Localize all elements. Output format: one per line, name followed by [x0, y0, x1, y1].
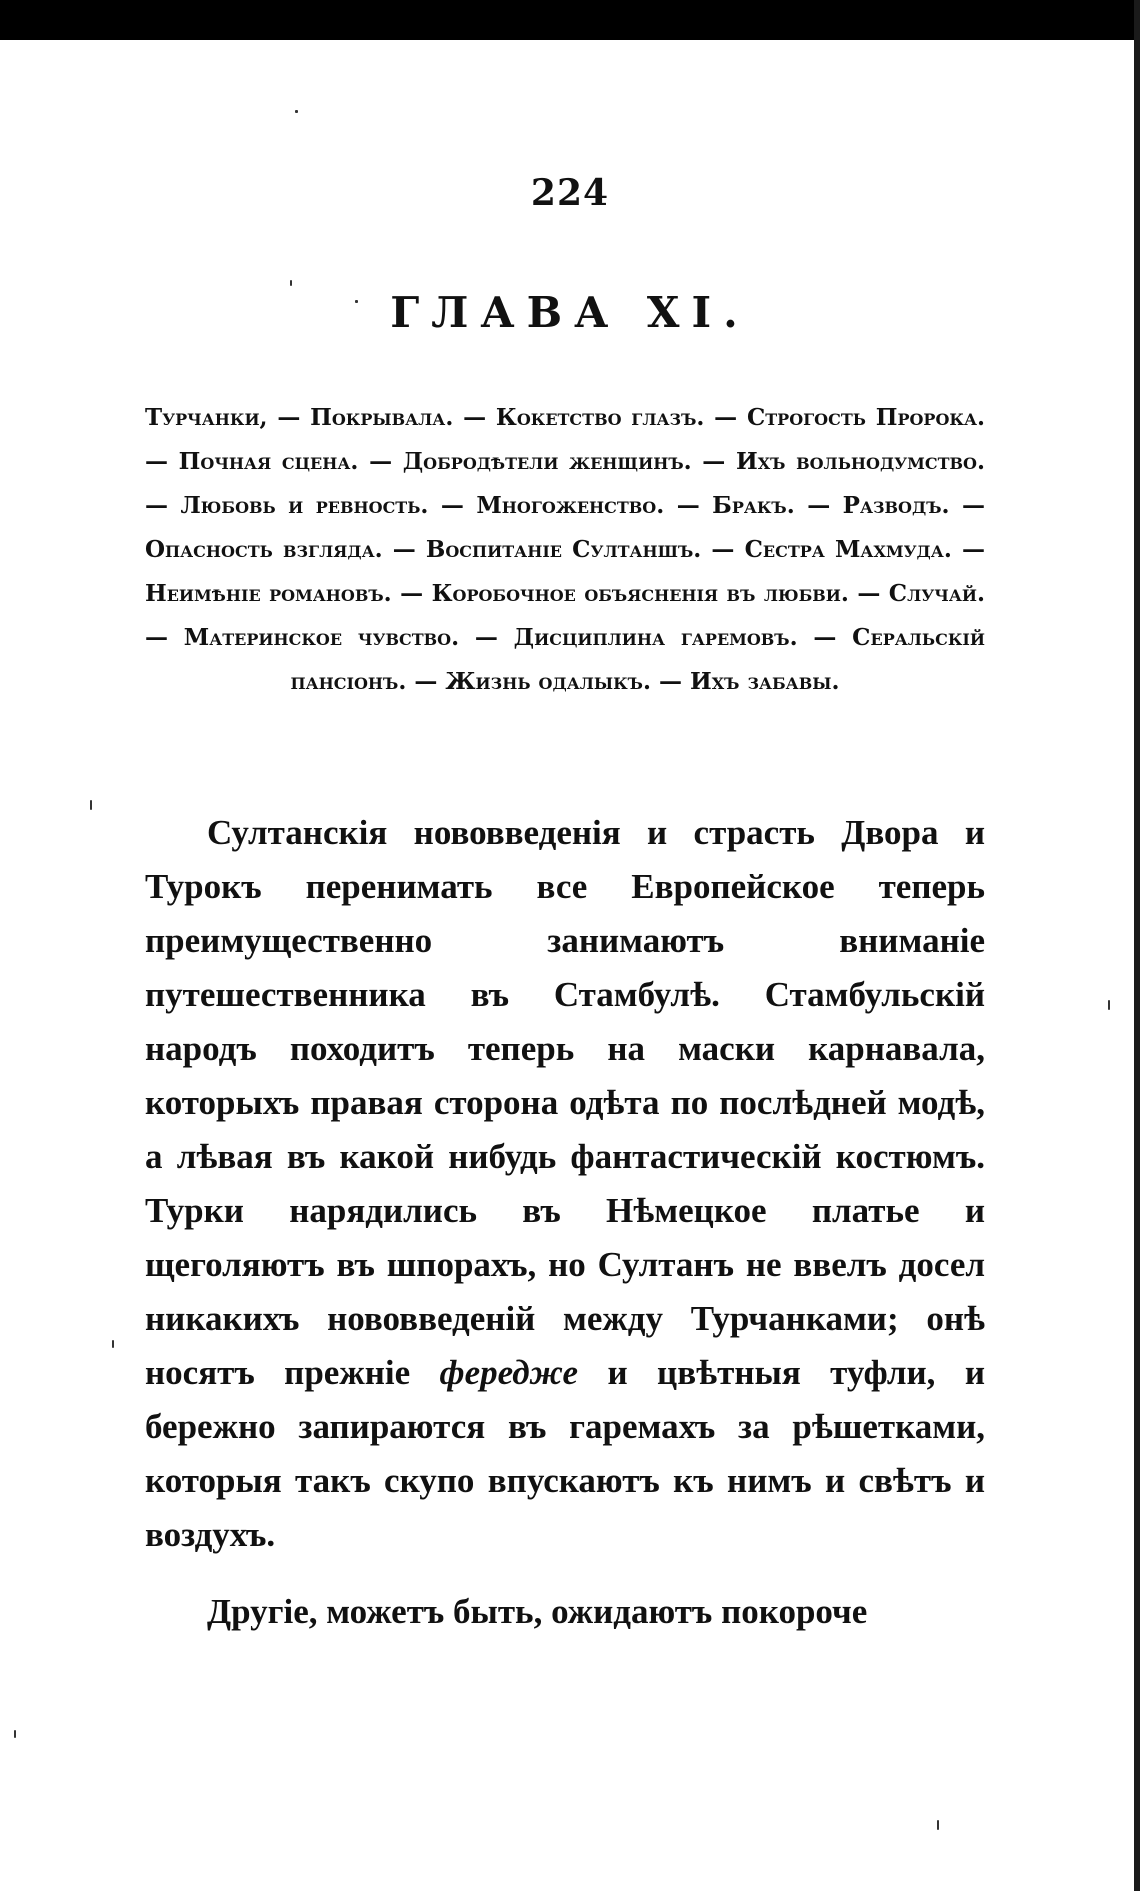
scan-top-border — [0, 0, 1140, 40]
scan-speck — [90, 800, 92, 810]
chapter-summary: Турчанки, — Покрывала. — Кокетство глазъ. — Строгость Пророка. — Почная сцена. — Добродѣтели женщинъ. — Ихъ вольнодумство. — Любовь и ревность. — Многоженство. — Бракъ. — Разводъ. — Опасность взгляда. — Воспитаніе Султаншъ. — Сестра Махмуда. — Неимѣніе романовъ. — Коробочное объясненія въ любви. — Случай. — Материнское чувство. — Дисциплина гаремовъ. — Серальскій пансіонъ. — Жизнь одалыкъ. — Ихъ забавы. — [145, 404, 985, 695]
scan-speck — [290, 280, 292, 286]
paragraph-text: Султанскія нововведенія и страсть Двора и Турокъ перенимать все Европейское теперь преимущественно занимаютъ вниманіе путешественника въ Стамбулѣ. Стамбульскій народъ походитъ теперь на маски карнавала, которыхъ правая сторона одѣта по послѣдней модѣ, а лѣвая въ какой нибудь фантастическій костюмъ. Турки нарядились въ Нѣмецкое платье и щеголяютъ въ шпорахъ, но Султанъ не ввелъ досел никакихъ нововведеній между Турчанками; онѣ носятъ прежніе — [145, 813, 985, 1392]
scan-speck — [355, 300, 358, 303]
body-paragraph — [145, 806, 985, 1562]
scan-speck — [937, 1820, 939, 1830]
scan-speck — [112, 1340, 114, 1348]
body-paragraph: Другіе, можетъ быть, ожидаютъ покороче — [207, 1592, 868, 1631]
paragraph-text: и цвѣтныя туфли, и бережно запираются въ гаремахъ за рѣшетками, которыя такъ скупо впускаютъ къ нимъ и свѣтъ и воздухъ. — [145, 1353, 986, 1554]
scan-speck — [14, 1730, 16, 1738]
scan-speck — [295, 110, 298, 113]
chapter-title: ГЛАВА XI. — [390, 288, 750, 337]
scan-right-border — [1134, 0, 1140, 1891]
page-number: 224 — [530, 172, 610, 214]
scan-speck — [1108, 1000, 1110, 1010]
italic-term: фередже — [439, 1353, 579, 1392]
